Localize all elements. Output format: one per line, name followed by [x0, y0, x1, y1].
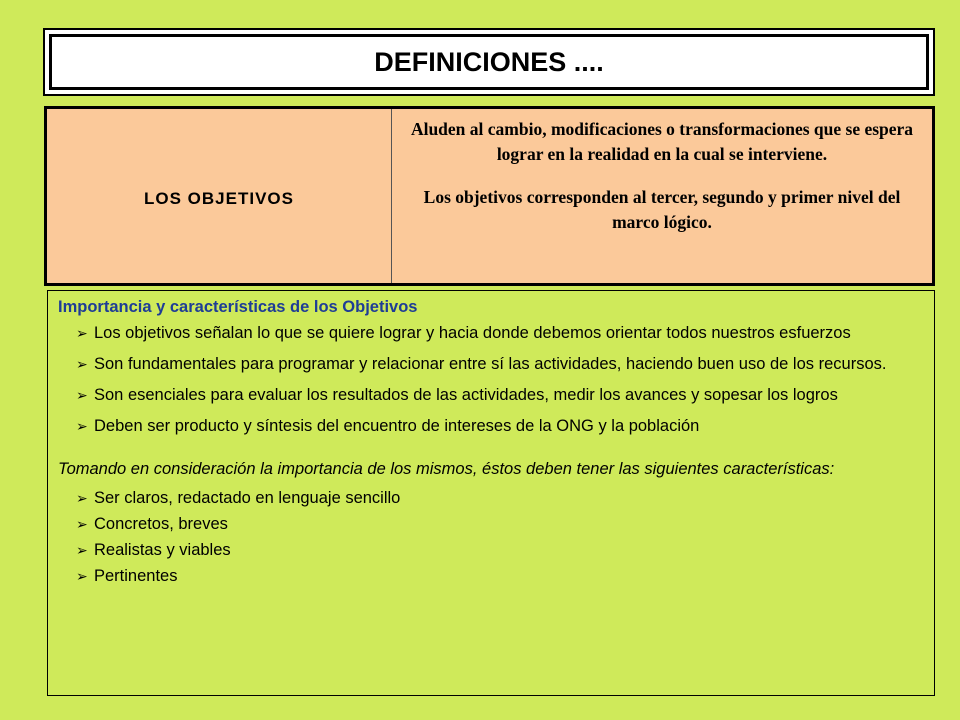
list-item: [76, 416, 926, 437]
list-item-text: Son esenciales para evaluar los resultados de las actividades, medir los avances y sopesar los logros: [94, 386, 838, 404]
arrow-right-icon: ➢: [76, 356, 88, 372]
list-item-text: Ser claros, redactado en lenguaje sencillo: [94, 489, 401, 507]
definition-term: LOS OBJETIVOS: [144, 189, 294, 208]
arrow-right-icon: ➢: [76, 490, 88, 506]
importance-box: [47, 290, 935, 696]
definition-paragraph: Aluden al cambio, modificaciones o transformaciones que se espera lograr en la realidad en la cual se interviene.: [410, 119, 914, 164]
list-item: [76, 488, 926, 509]
title-box: [43, 28, 935, 96]
arrow-right-icon: ➢: [76, 387, 88, 403]
characteristics-list: [58, 488, 926, 587]
definition-paragraph: Los objetivos corresponden al tercer, segundo y primer nivel del marco lógico.: [423, 187, 901, 232]
arrow-right-icon: ➢: [76, 568, 88, 584]
page-title: DEFINICIONES ....: [374, 46, 604, 77]
importance-list: [58, 323, 926, 437]
arrow-right-icon: ➢: [76, 325, 88, 341]
list-item: [76, 514, 926, 535]
list-item: [76, 566, 926, 587]
list-item-text: Pertinentes: [94, 567, 178, 585]
arrow-right-icon: ➢: [76, 418, 88, 434]
definition-description-cell: [392, 109, 932, 283]
title-frame: [49, 34, 929, 90]
list-item: [76, 540, 926, 561]
arrow-right-icon: ➢: [76, 542, 88, 558]
arrow-right-icon: ➢: [76, 516, 88, 532]
list-item-text: Son fundamentales para programar y relacionar entre sí las actividades, haciendo buen uso de los recursos.: [94, 355, 887, 373]
list-item-text: Los objetivos señalan lo que se quiere lograr y hacia donde debemos orientar todos nuestros esfuerzos: [94, 324, 851, 342]
list-item-text: Concretos, breves: [94, 515, 228, 533]
definition-table: [44, 106, 935, 286]
list-item-text: Deben ser producto y síntesis del encuentro de intereses de la ONG y la población: [94, 417, 700, 435]
characteristics-intro: Tomando en consideración la importancia de los mismos, éstos deben tener las siguientes características:: [58, 460, 835, 478]
list-item: [76, 385, 926, 406]
definition-term-cell: [47, 109, 392, 283]
list-item-text: Realistas y viables: [94, 541, 231, 559]
list-item: [76, 323, 926, 344]
list-item: [76, 354, 926, 375]
importance-heading: Importancia y características de los Objetivos: [58, 298, 418, 316]
